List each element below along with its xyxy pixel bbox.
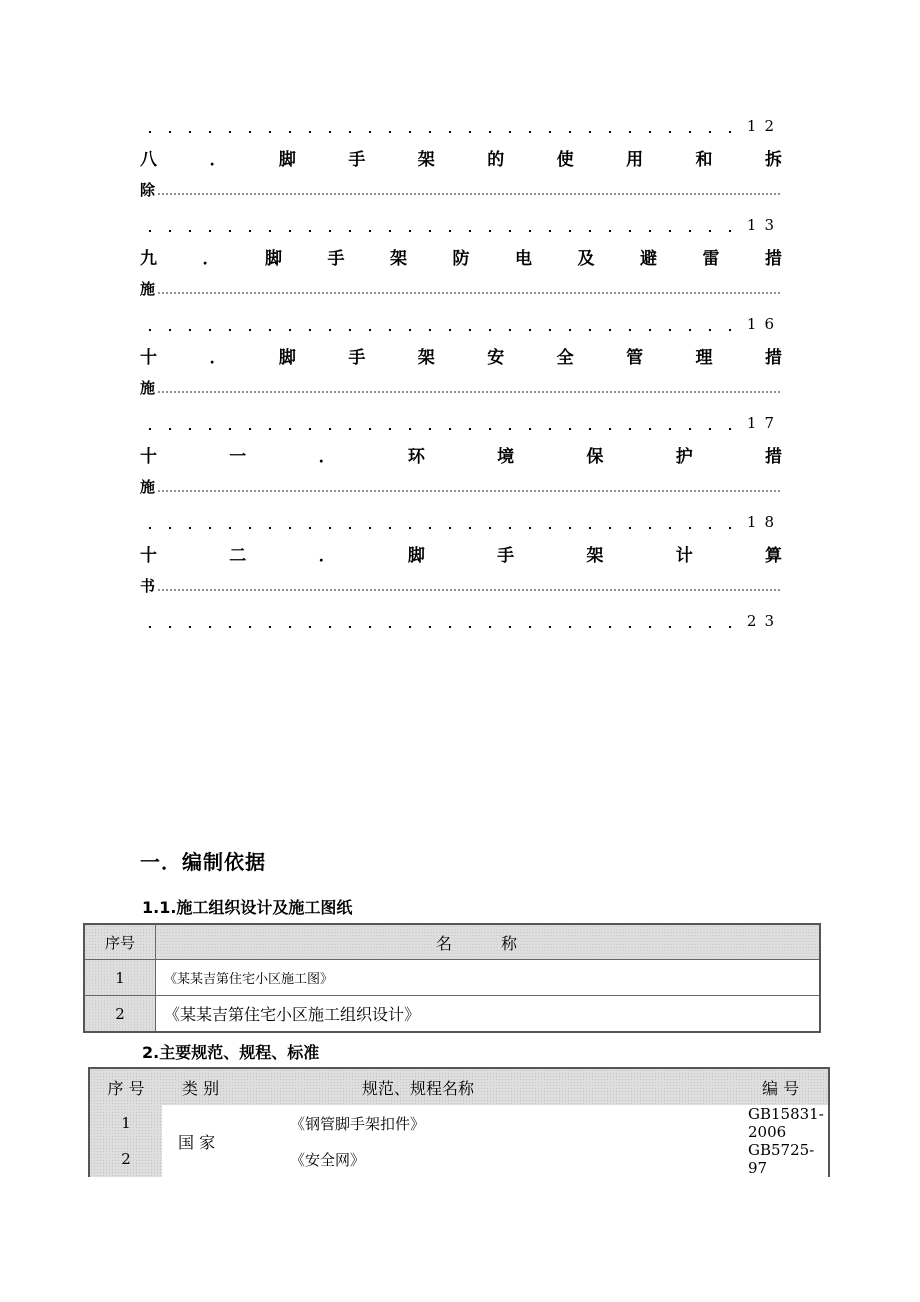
table-header-row (89, 1068, 829, 1105)
standard-code: GB15831-2006 (748, 1105, 824, 1141)
category-cell: 国 家 (178, 1132, 216, 1152)
dot-leader (140, 118, 741, 134)
fine-dot-leader (157, 589, 782, 591)
toc-char: 手 (348, 347, 366, 368)
standard-code: GB5725-97 (748, 1141, 815, 1177)
toc-leader-row (140, 211, 782, 233)
toc-char: ． (202, 248, 220, 269)
dot-leader (140, 217, 741, 233)
toc-entry-end (140, 180, 782, 200)
toc-char: 电 (515, 248, 532, 269)
row-number: 1 (89, 1105, 162, 1141)
toc-char: 用 (626, 149, 644, 170)
toc-char: 八 (140, 149, 157, 170)
toc-char: 拆 (764, 149, 782, 170)
toc-char: 雷 (702, 248, 720, 269)
toc-char: 护 (675, 446, 693, 467)
toc-char: ． (318, 446, 336, 467)
toc-entry-title[interactable] (140, 541, 782, 565)
toc-entry-end (140, 576, 782, 596)
toc-char: 手 (497, 545, 515, 566)
toc-char: 脚 (278, 347, 296, 368)
toc-char: 一 (229, 446, 247, 467)
toc-char: 措 (764, 347, 782, 368)
toc-leader-row (140, 310, 782, 332)
toc-entry-title[interactable] (140, 145, 782, 169)
toc-char: 书 (140, 577, 156, 595)
header-cell: 类 别 (162, 1068, 282, 1105)
toc-char: 除 (140, 181, 156, 199)
toc-char: 架 (586, 545, 604, 566)
fine-dot-leader (157, 193, 782, 195)
toc-char: ． (318, 545, 336, 566)
toc-char: 架 (417, 347, 435, 368)
section-heading: 一．编制依据 (140, 850, 266, 874)
standard-name: 《安全网》 (290, 1150, 366, 1169)
dot-leader (140, 316, 741, 332)
toc-leader-row (140, 112, 782, 134)
header-cell: 名 称 (156, 924, 821, 960)
toc-char: 措 (765, 248, 782, 269)
row-name: 《某某吉第住宅小区施工图》 (156, 960, 821, 996)
header-cell: 序号 (84, 924, 156, 960)
standards-table (88, 1067, 830, 1177)
toc-page-number: 13 (746, 216, 782, 234)
table-row (89, 1105, 829, 1141)
standard-name: 《钢管脚手架扣件》 (290, 1114, 426, 1133)
toc-page-number: 12 (746, 117, 782, 135)
toc-page-number: 16 (746, 315, 782, 333)
toc-char: 环 (407, 446, 425, 467)
row-number: 2 (84, 996, 156, 1033)
row-name: 《某某吉第住宅小区施工组织设计》 (156, 996, 821, 1033)
toc-char: 二 (229, 545, 247, 566)
toc-entry-title[interactable] (140, 343, 782, 367)
toc-entry-end (140, 378, 782, 398)
header-cell: 序 号 (89, 1068, 162, 1105)
dot-leader (140, 514, 741, 530)
toc-char: 施 (140, 478, 156, 496)
toc-char: 境 (497, 446, 515, 467)
toc-char: ． (209, 149, 227, 170)
table-row (84, 960, 820, 996)
toc-char: 九 (140, 248, 157, 269)
toc-leader-row (140, 607, 782, 629)
toc-char: 措 (764, 446, 782, 467)
table-header-row (84, 924, 820, 960)
toc-char: 安 (487, 347, 505, 368)
toc-entry-end (140, 279, 782, 299)
toc-char: 管 (626, 347, 644, 368)
toc-char: 和 (695, 149, 713, 170)
toc-char: 防 (452, 248, 470, 269)
toc-char: 及 (577, 248, 595, 269)
toc-char: 十 (140, 545, 157, 566)
toc-char: 施 (140, 280, 156, 298)
toc-char: 架 (417, 149, 435, 170)
dot-leader (140, 613, 741, 629)
toc-char: 十 (140, 446, 157, 467)
toc-char: ． (209, 347, 227, 368)
fine-dot-leader (157, 391, 782, 393)
toc-char: 的 (487, 149, 505, 170)
toc-char: 脚 (407, 545, 425, 566)
toc-entry-title[interactable] (140, 244, 782, 268)
toc-char: 全 (556, 347, 574, 368)
toc-char: 理 (695, 347, 713, 368)
drawings-table (83, 923, 821, 1033)
toc-char: 手 (327, 248, 345, 269)
toc-char: 脚 (265, 248, 282, 269)
toc-page-number: 23 (746, 612, 782, 630)
toc-char: 算 (764, 545, 782, 566)
toc-char: 十 (140, 347, 157, 368)
toc-char: 使 (556, 149, 574, 170)
toc-entry-title[interactable] (140, 442, 782, 466)
toc-char: 保 (586, 446, 604, 467)
dot-leader (140, 415, 741, 431)
fine-dot-leader (157, 292, 782, 294)
toc-leader-row (140, 409, 782, 431)
toc-page-number: 18 (746, 513, 782, 531)
toc-char: 避 (640, 248, 657, 269)
header-cell: 规范、规程名称 (282, 1068, 672, 1105)
toc-char: 计 (675, 545, 693, 566)
toc-entry-end (140, 477, 782, 497)
table-row (84, 996, 820, 1033)
toc-page-number: 17 (746, 414, 782, 432)
toc-leader-row (140, 508, 782, 530)
toc-char: 架 (390, 248, 407, 269)
subsection-heading: 1.1.施工组织设计及施工图纸 (142, 898, 353, 917)
toc-char: 脚 (278, 149, 296, 170)
row-number: 2 (89, 1141, 162, 1177)
row-number: 1 (84, 960, 156, 996)
header-cell: 编 号 (672, 1068, 829, 1105)
toc-char: 施 (140, 379, 156, 397)
toc-char: 手 (348, 149, 366, 170)
subsection-heading: 2.主要规范、规程、标准 (142, 1043, 320, 1062)
fine-dot-leader (157, 490, 782, 492)
